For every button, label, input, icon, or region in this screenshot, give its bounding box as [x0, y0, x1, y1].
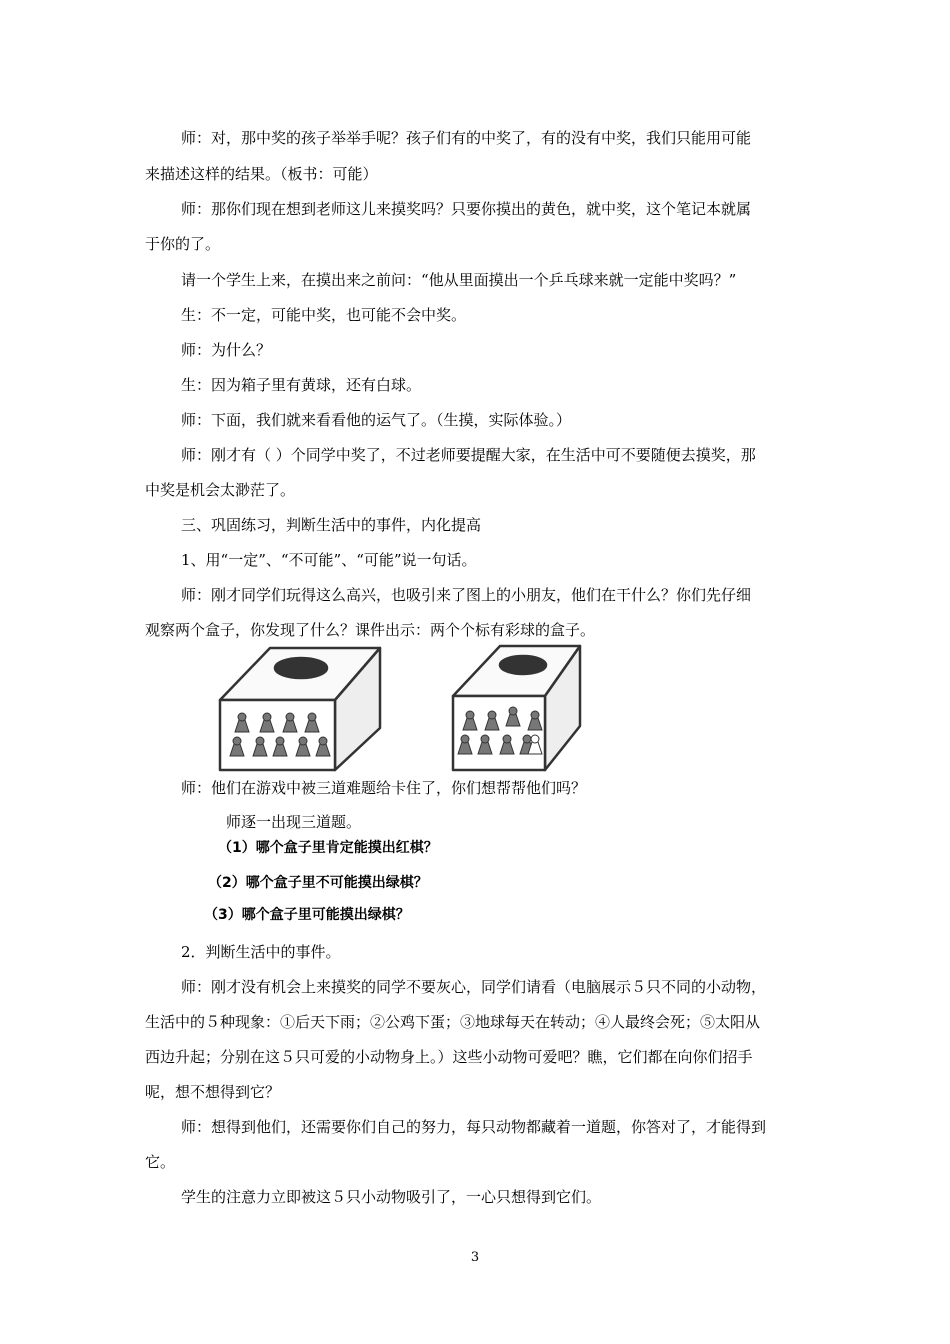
- paragraph-line: 西边升起；分别在这５只可爱的小动物身上。）这些小动物可爱吧？瞧，它们都在向你们招手: [145, 1048, 753, 1066]
- paragraph-line: 来描述这样的结果。（板书：可能）: [145, 165, 378, 183]
- section-heading: 2．判断生活中的事件。: [181, 943, 341, 961]
- paragraph-line: 于你的了。: [145, 235, 221, 253]
- paragraph-line: 学生的注意力立即被这５只小动物吸引了，一心只想得到它们。: [181, 1188, 602, 1206]
- paragraph-line: 师：对，那中奖的孩子举举手呢？孩子们有的中奖了，有的没有中奖，我们只能用可能: [181, 129, 752, 147]
- paragraph-line: 生活中的５种现象：①后天下雨；②公鸡下蛋；③地球每天在转动；④人最终会死；⑤太阳从: [145, 1013, 761, 1031]
- question-2: （2）哪个盒子里不可能摸出绿棋？: [208, 875, 428, 891]
- paragraph-line: 它。: [145, 1153, 176, 1171]
- paragraph-line: 师：为什么？: [181, 341, 272, 359]
- paragraph-line: 呢，想不想得到它？: [145, 1083, 281, 1101]
- paragraph-line: 生：不一定，可能中奖，也可能不会中奖。: [181, 306, 467, 324]
- paragraph-line: 生：因为箱子里有黄球，还有白球。: [181, 376, 422, 394]
- box-right: [453, 646, 580, 770]
- paragraph-line: 师：下面，我们就来看看他的运气了。（生摸，实际体验。）: [181, 411, 572, 429]
- section-heading: 三、巩固练习，判断生活中的事件，内化提高: [181, 516, 482, 534]
- paragraph-line: 师逐一出现三道题。: [226, 813, 362, 831]
- paragraph-line: 1、用“一定”、“不可能”、“可能”说一句话。: [181, 551, 477, 569]
- paragraph-line: 中奖是机会太渺茫了。: [145, 481, 296, 499]
- paragraph-line: 师：刚才同学们玩得这么高兴，也吸引来了图上的小朋友，他们在干什么？你们先仔细: [181, 586, 752, 604]
- paragraph-line: 师：想得到他们，还需要你们自己的努力，每只动物都藏着一道题，你答对了，才能得到: [181, 1118, 767, 1136]
- paragraph-line: 师：刚才没有机会上来摸奖的同学不要灰心，同学们请看（电脑展示５只不同的小动物，: [181, 978, 767, 996]
- question-1: （1）哪个盒子里肯定能摸出红棋？: [218, 840, 438, 856]
- paragraph-line: 师：他们在游戏中被三道难题给卡住了，你们想帮帮他们吗？: [181, 779, 587, 797]
- question-3: （3）哪个盒子里可能摸出绿棋？: [204, 907, 410, 923]
- paragraph-line: 师：那你们现在想到老师这儿来摸奖吗？只要你摸出的黄色，就中奖，这个笔记本就属: [181, 200, 752, 218]
- page-number: 3: [470, 1250, 480, 1265]
- paragraph-line: 观察两个盒子，你发现了什么？课件出示：两个个标有彩球的盒子。: [145, 621, 596, 639]
- two-boxes-illustration: [215, 640, 595, 780]
- paragraph-line: 师：刚才有（ ）个同学中奖了，不过老师要提醒大家，在生活中可不要随便去摸奖，那: [181, 446, 756, 464]
- paragraph-line: 请一个学生上来，在摸出来之前问：“他从里面摸出一个乒乓球来就一定能中奖吗？”: [181, 271, 737, 289]
